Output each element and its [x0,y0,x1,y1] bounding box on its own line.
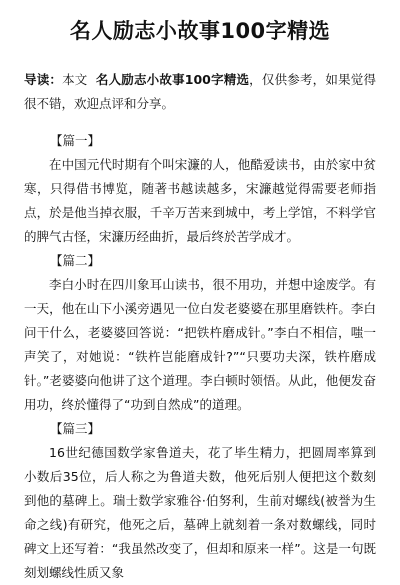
section-heading: 【篇一】 [50,132,101,148]
intro-paragraph [24,68,376,116]
intro-prefix: 本文 [62,72,88,87]
intro-highlight: 名人励志小故事100字精选 [95,72,250,87]
section-text: 李白小时在四川象耳山读书，很不用功，并想中途废学。有一天，他在山下小溪旁遇见一位白发老婆婆在那里磨铁杵。李白问干什么，老婆婆回答说：“把铁杵磨成针。”李白不相信，嗤一声笑了，对她说：“铁杵岂能磨成针?”“只要功夫深，铁杵磨成针。”老婆婆向他讲了这个道理。李白顿时领悟。从此，他便发奋用功，终於懂得了“功到自然成”的道理。 [24,276,376,412]
intro-rest: ，仅供参考，如果觉得很不错，欢迎点评和分享。 [24,72,376,111]
section-heading: 【篇二】 [50,252,101,268]
section-3 [24,417,376,585]
section-2 [24,249,376,417]
intro-label: 导读： [24,72,63,87]
section-text: 在中国元代时期有个叫宋濂的人，他酷爱读书，由於家中贫寒，只得借书博览，随著书越读越多，宋濂越觉得需要老师指点，於是他当掉衣服，千辛万苦来到城中，考上学馆，不料学官的脾气古怪，宋濂历经曲折，最后终於苦学成才。 [24,156,376,244]
section-text: 16世纪德国数学家鲁道夫，花了毕生精力，把圆周率算到小数后35位，后人称之为鲁道夫数，他死后别人便把这个数刻到他的墓碑上。瑞士数学家雅谷·伯努利，生前对螺线(被誉为生命之线)有研究，他死之后，墓碑上就刻着一条对数螺线，同时碑文上还写着：“我虽然改变了，但却和原来一样”。这是一句既刻划螺线性质又象 [24,444,376,580]
section-heading: 【篇三】 [50,420,101,436]
section-1 [24,129,376,249]
page-title: 名人励志小故事100字精选 [69,19,331,43]
